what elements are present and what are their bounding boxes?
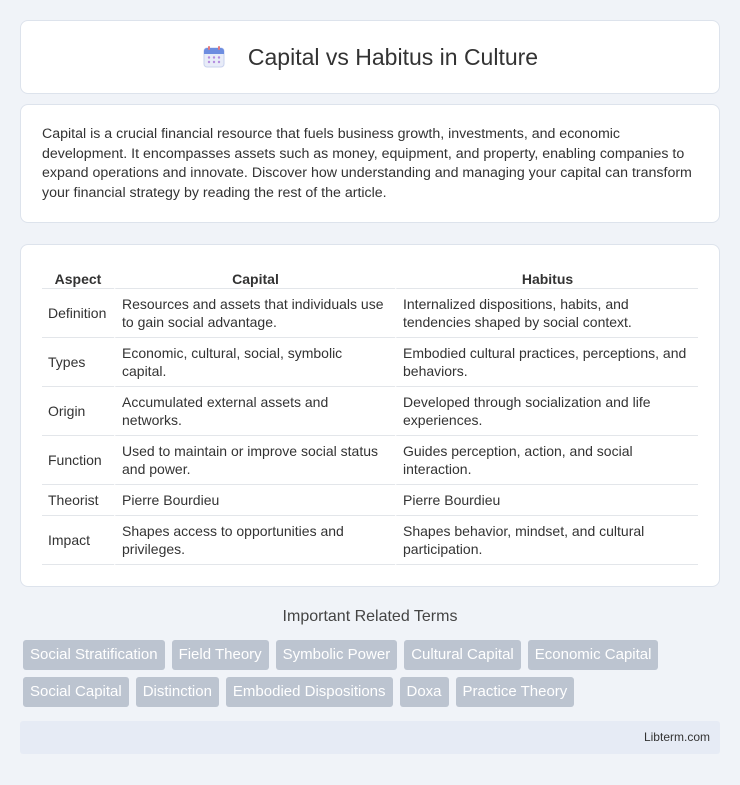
row-aspect: Impact	[42, 516, 114, 565]
footer	[20, 721, 720, 754]
header-card	[20, 20, 720, 94]
tag-social-capital[interactable]: Social Capital	[23, 677, 129, 707]
intro-text: Capital is a crucial financial resource that fuels business growth, investments, and economic development. It encompasses assets such as money, equipment, and property, enabling companies to expand operations and innovate. Discover how understanding and managing your capital can transform your financial strategy by reading the rest of the article.	[42, 126, 692, 201]
tag-distinction[interactable]: Distinction	[136, 677, 219, 707]
header-aspect: Aspect	[42, 265, 114, 289]
tag-doxa[interactable]: Doxa	[400, 677, 449, 707]
table-row	[42, 516, 698, 565]
tag-economic-capital[interactable]: Economic Capital	[528, 640, 659, 670]
table-row	[42, 289, 698, 338]
footer-site-link[interactable]: Libterm.com	[643, 730, 710, 744]
related-terms-title: Important Related Terms	[282, 608, 458, 625]
row-capital: Resources and assets that individuals use to gain social advantage.	[114, 289, 395, 338]
row-aspect: Function	[42, 436, 114, 485]
header-habitus: Habitus	[395, 265, 698, 289]
row-aspect: Types	[42, 338, 114, 387]
comparison-table	[42, 265, 698, 565]
tag-cultural-capital[interactable]: Cultural Capital	[404, 640, 521, 670]
table-row	[42, 485, 698, 516]
calendar-icon	[202, 45, 226, 69]
row-capital: Pierre Bourdieu	[114, 485, 395, 516]
page-title: Capital vs Habitus in Culture	[247, 43, 539, 70]
row-habitus: Embodied cultural practices, perceptions, and behaviors.	[395, 338, 698, 387]
tag-practice-theory[interactable]: Practice Theory	[456, 677, 575, 707]
tag-symbolic-power[interactable]: Symbolic Power	[276, 640, 398, 670]
row-capital: Shapes access to opportunities and privileges.	[114, 516, 395, 565]
row-aspect: Definition	[42, 289, 114, 338]
table-row	[42, 338, 698, 387]
title-wrap	[21, 21, 719, 93]
intro-card	[20, 104, 720, 223]
row-habitus: Developed through socialization and life experiences.	[395, 387, 698, 436]
row-capital: Accumulated external assets and networks.	[114, 387, 395, 436]
row-habitus: Internalized dispositions, habits, and tendencies shaped by social context.	[395, 289, 698, 338]
related-tags	[23, 640, 723, 707]
row-habitus: Pierre Bourdieu	[395, 485, 698, 516]
row-capital: Economic, cultural, social, symbolic capital.	[114, 338, 395, 387]
row-aspect: Origin	[42, 387, 114, 436]
table-row	[42, 436, 698, 485]
row-habitus: Guides perception, action, and social interaction.	[395, 436, 698, 485]
tag-social-stratification[interactable]: Social Stratification	[23, 640, 165, 670]
tag-field-theory[interactable]: Field Theory	[172, 640, 269, 670]
tag-embodied-dispositions[interactable]: Embodied Dispositions	[226, 677, 393, 707]
row-habitus: Shapes behavior, mindset, and cultural participation.	[395, 516, 698, 565]
table-row	[42, 387, 698, 436]
table-header-row	[42, 265, 698, 289]
row-aspect: Theorist	[42, 485, 114, 516]
row-capital: Used to maintain or improve social status and power.	[114, 436, 395, 485]
table-card	[20, 244, 720, 587]
header-capital: Capital	[114, 265, 395, 289]
